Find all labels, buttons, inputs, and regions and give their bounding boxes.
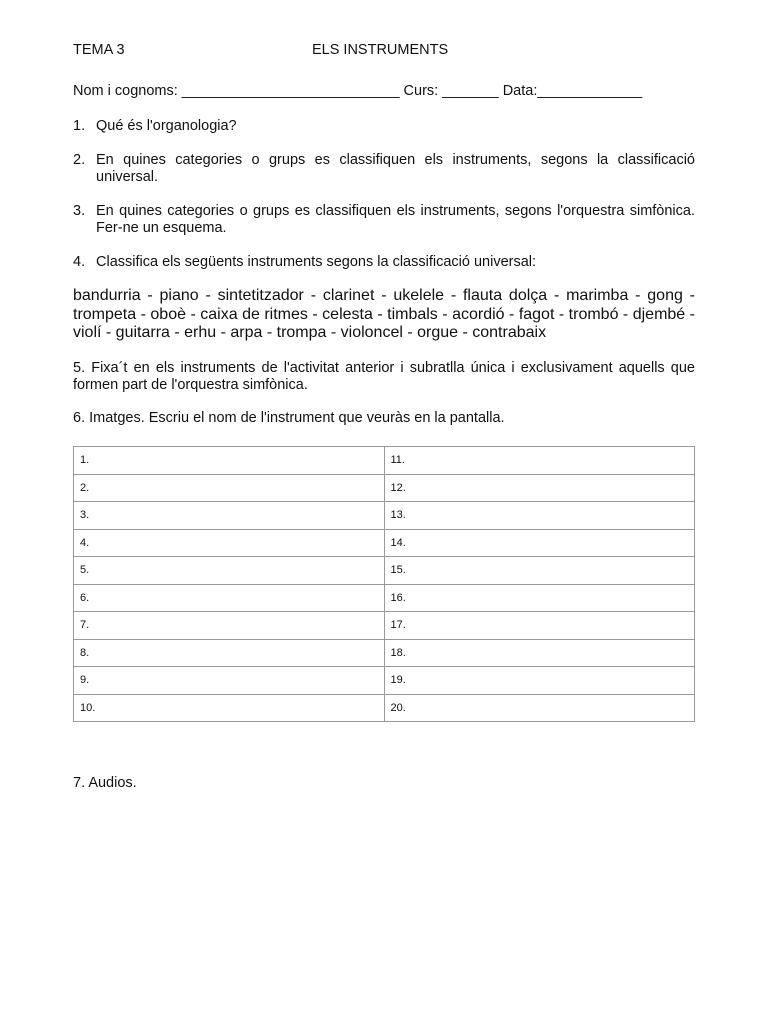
worksheet-title: ELS INSTRUMENTS [312, 42, 449, 58]
table-row [74, 529, 695, 557]
question-2 [73, 152, 695, 186]
answer-cell[interactable]: 13. [384, 502, 695, 530]
question-text: Classifica els següents instruments segons la classificació universal: [96, 254, 537, 270]
question-text: En quines categories o grups es classifiquen els instruments, segons la classificació universal. [96, 152, 695, 185]
answer-cell[interactable]: 2. [74, 474, 385, 502]
table-row [74, 557, 695, 585]
table-row [74, 502, 695, 530]
topic-label: TEMA 3 [73, 42, 125, 58]
answer-cell[interactable]: 5. [74, 557, 385, 585]
table-row [74, 694, 695, 722]
answer-cell[interactable]: 4. [74, 529, 385, 557]
answer-cell[interactable]: 7. [74, 612, 385, 640]
answer-cell[interactable]: 17. [384, 612, 695, 640]
table-row [74, 639, 695, 667]
answer-cell[interactable]: 1. [74, 447, 385, 475]
table-row [74, 612, 695, 640]
question-number: 3. [73, 203, 86, 219]
answer-cell[interactable]: 18. [384, 639, 695, 667]
question-7: 7. Audios. [73, 775, 137, 791]
answer-cell[interactable]: 15. [384, 557, 695, 585]
table-row [74, 584, 695, 612]
question-number: 1. [73, 118, 86, 134]
table-row [74, 667, 695, 695]
question-1 [73, 118, 695, 135]
answer-cell[interactable]: 10. [74, 694, 385, 722]
question-3 [73, 203, 695, 237]
table-row [74, 474, 695, 502]
question-text: Qué és l'organologia? [96, 118, 237, 134]
answer-cell[interactable]: 20. [384, 694, 695, 722]
answer-cell[interactable]: 3. [74, 502, 385, 530]
instruments-list: bandurria - piano - sintetitzador - clarinet - ukelele - flauta dolça - marimba - gong - trompeta - oboè - caixa de ritmes - celesta - timbals - acordió - fagot - trombó - djembé - violí - guitarra - erhu - arpa - trompa - violoncel - orgue - contrabaix [73, 287, 695, 341]
answer-cell[interactable]: 6. [74, 584, 385, 612]
question-6: 6. Imatges. Escriu el nom de l'instrument que veuràs en la pantalla. [73, 410, 505, 426]
answer-cell[interactable]: 12. [384, 474, 695, 502]
question-4 [73, 254, 695, 271]
answer-cell[interactable]: 19. [384, 667, 695, 695]
question-number: 4. [73, 254, 86, 270]
answer-cell[interactable]: 14. [384, 529, 695, 557]
table-row [74, 447, 695, 475]
student-info-line: Nom i cognoms: ___________________________ Curs: _______ Data:_____________ [73, 83, 643, 99]
answer-cell[interactable]: 8. [74, 639, 385, 667]
question-text: En quines categories o grups es classifiquen els instruments, segons l'orquestra simfònica. Fer-ne un esquema. [96, 203, 695, 236]
answer-cell[interactable]: 9. [74, 667, 385, 695]
answer-cell[interactable]: 11. [384, 447, 695, 475]
question-5: 5. Fixa´t en els instruments de l'activitat anterior i subratlla única i exclusivament aquells que formen part de l'orquestra simfònica. [73, 360, 695, 393]
image-answers-table [73, 446, 695, 722]
question-number: 2. [73, 152, 86, 168]
answer-cell[interactable]: 16. [384, 584, 695, 612]
